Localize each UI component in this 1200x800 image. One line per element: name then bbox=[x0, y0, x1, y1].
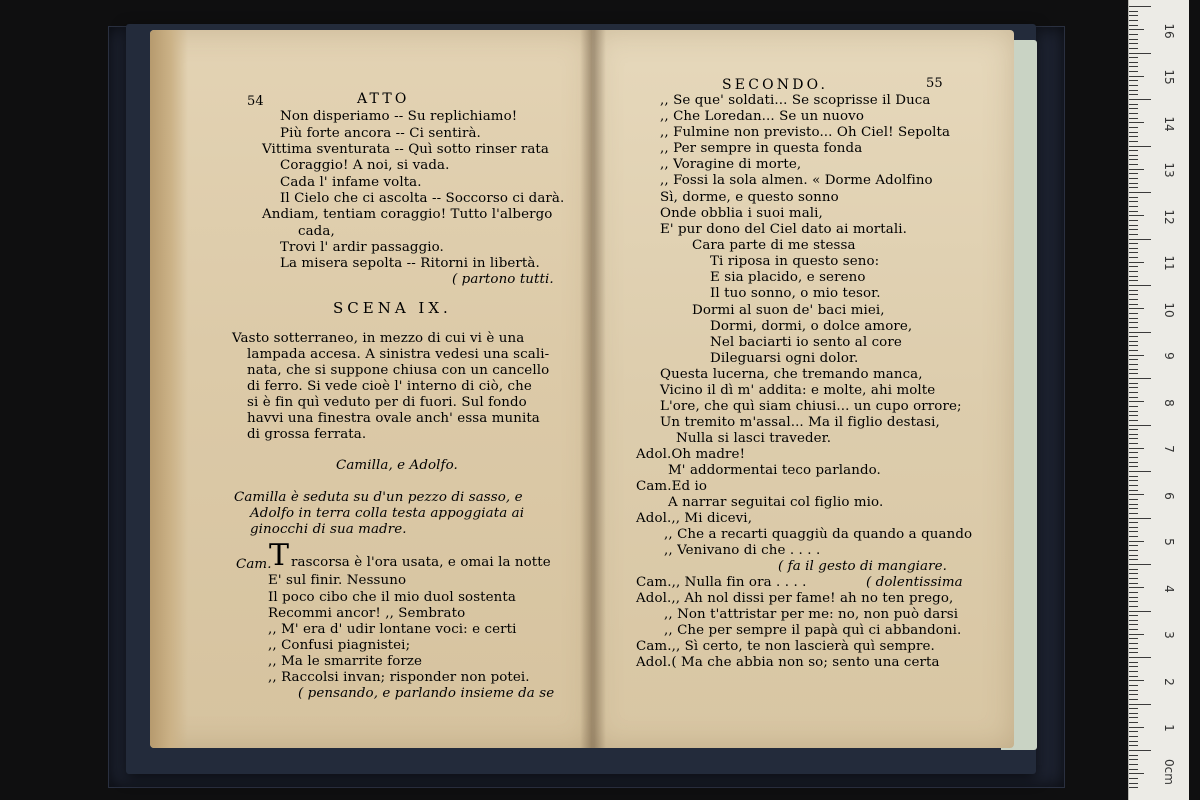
ruler-tick bbox=[1129, 545, 1138, 546]
ruler-tick bbox=[1129, 471, 1151, 472]
ruler-tick bbox=[1129, 448, 1144, 449]
ruler-tick bbox=[1129, 676, 1138, 677]
ruler-tick bbox=[1129, 741, 1138, 742]
ruler-label: 7 bbox=[1162, 445, 1176, 453]
verse-line: Il Cielo che ci ascolta -- Soccorso ci darà. bbox=[280, 191, 565, 206]
ruler-tick bbox=[1129, 541, 1144, 542]
ruler-tick bbox=[1129, 620, 1138, 621]
prose-line: nata, che si suppone chiusa con un cancello bbox=[247, 363, 550, 378]
verse-line: ,, Se que' soldati... Se scoprisse il Duca bbox=[660, 93, 931, 108]
ruler-tick bbox=[1129, 569, 1138, 570]
verse-line: Sì, dorme, e questo sonno bbox=[660, 190, 839, 205]
ruler-tick bbox=[1129, 327, 1138, 328]
ruler-tick bbox=[1129, 425, 1151, 426]
dialogue-line: Cam.,, Nulla fin ora . . . . bbox=[636, 575, 807, 590]
ruler-tick bbox=[1129, 420, 1138, 421]
ruler-tick bbox=[1129, 397, 1138, 398]
ruler-tick bbox=[1129, 564, 1151, 565]
prose-line: havvi una finestra ovale anch' essa munita bbox=[247, 411, 540, 426]
aria-line: Cara parte di me stessa bbox=[692, 238, 856, 253]
ruler-tick bbox=[1129, 583, 1138, 584]
dialogue-line: Cam.,, Sì certo, te non lascierà quì sempre. bbox=[636, 639, 935, 654]
page-number: 55 bbox=[926, 76, 943, 91]
ruler-tick bbox=[1129, 717, 1138, 718]
verse-line: ,, Che a recarti quaggiù da quando a quando bbox=[664, 527, 973, 542]
ruler-tick bbox=[1129, 466, 1138, 467]
ruler-tick bbox=[1129, 155, 1138, 156]
ruler-tick bbox=[1129, 452, 1138, 453]
ruler-tick bbox=[1129, 787, 1138, 788]
ruler-tick bbox=[1129, 373, 1138, 374]
ruler-label: 2 bbox=[1162, 678, 1176, 686]
ruler-tick bbox=[1129, 699, 1138, 700]
ruler-tick bbox=[1129, 383, 1138, 384]
drop-capital: T bbox=[269, 538, 290, 573]
ruler-tick bbox=[1129, 104, 1138, 105]
ruler-tick bbox=[1129, 336, 1138, 337]
verse-line: E' sul finir. Nessuno bbox=[268, 573, 407, 588]
ruler-tick bbox=[1129, 25, 1138, 26]
verse-line: ,, Ma le smarrite forze bbox=[268, 654, 423, 669]
ruler-tick bbox=[1129, 66, 1138, 67]
ruler-tick bbox=[1129, 713, 1138, 714]
ruler-tick bbox=[1129, 438, 1138, 439]
ruler-tick bbox=[1129, 187, 1138, 188]
ruler-tick bbox=[1129, 159, 1138, 160]
ruler-tick bbox=[1129, 20, 1138, 21]
ruler-tick bbox=[1129, 99, 1151, 100]
ruler-tick bbox=[1129, 485, 1138, 486]
ruler-tick bbox=[1129, 280, 1138, 281]
ruler-tick bbox=[1129, 745, 1138, 746]
ruler-tick bbox=[1129, 490, 1138, 491]
ruler-tick bbox=[1129, 527, 1138, 528]
verse-line: Recommi ancor! ,, Sembrato bbox=[268, 606, 466, 621]
ruler-tick bbox=[1129, 685, 1138, 686]
ruler-tick bbox=[1129, 355, 1144, 356]
ruler-tick bbox=[1129, 364, 1138, 365]
verse-line: ,, Confusi piagnistei; bbox=[268, 638, 411, 653]
verse-line: Il poco cibo che il mio duol sostenta bbox=[268, 590, 516, 605]
ruler-tick bbox=[1129, 550, 1138, 551]
prose-line: di grossa ferrata. bbox=[247, 427, 367, 442]
ruler-tick bbox=[1129, 132, 1138, 133]
ruler-tick bbox=[1129, 643, 1138, 644]
ruler-tick bbox=[1129, 443, 1138, 444]
ruler-tick bbox=[1129, 736, 1138, 737]
ruler-tick bbox=[1129, 508, 1138, 509]
ruler-tick bbox=[1129, 708, 1138, 709]
ruler-tick bbox=[1129, 359, 1138, 360]
ruler-tick bbox=[1129, 476, 1138, 477]
ruler-tick bbox=[1129, 652, 1138, 653]
ruler-tick bbox=[1129, 332, 1151, 333]
ruler-label: 8 bbox=[1162, 399, 1176, 407]
ruler-tick bbox=[1129, 285, 1151, 286]
ruler-tick bbox=[1129, 313, 1138, 314]
dialogue-line: Adol.,, Ah nol dissi per fame! ah no ten prego, bbox=[636, 591, 954, 606]
stage-direction: Adolfo in terra colla testa appoggiata ai bbox=[250, 506, 525, 521]
ruler-tick bbox=[1129, 559, 1138, 560]
verse-line: ,, Fulmine non previsto... Oh Ciel! Sepolta bbox=[660, 125, 951, 140]
ruler-tick bbox=[1129, 597, 1138, 598]
verse-line: A narrar seguitai col figlio mio. bbox=[668, 495, 884, 510]
ruler-tick bbox=[1129, 759, 1138, 760]
stage-direction: ( partono tutti. bbox=[452, 272, 554, 287]
ruler-label: 4 bbox=[1162, 585, 1176, 593]
ruler-tick bbox=[1129, 308, 1144, 309]
ruler-tick bbox=[1129, 369, 1138, 370]
ruler-label: 15 bbox=[1162, 69, 1176, 85]
ruler-tick bbox=[1129, 113, 1138, 114]
ruler-tick bbox=[1129, 480, 1138, 481]
ruler-tick bbox=[1129, 778, 1138, 779]
ruler-tick bbox=[1129, 290, 1138, 291]
ruler-tick bbox=[1129, 178, 1138, 179]
ruler-tick bbox=[1129, 592, 1138, 593]
verse-line: Più forte ancora -- Ci sentirà. bbox=[280, 126, 481, 141]
ruler-tick bbox=[1129, 108, 1138, 109]
ruler-tick bbox=[1129, 266, 1138, 267]
ruler-tick bbox=[1129, 755, 1138, 756]
ruler-tick bbox=[1129, 229, 1138, 230]
dialogue-line: Adol.( Ma che abbia non so; sento una certa bbox=[636, 655, 940, 670]
ruler-tick bbox=[1129, 531, 1138, 532]
ruler-tick bbox=[1129, 773, 1144, 774]
ruler-tick bbox=[1129, 276, 1138, 277]
ruler-tick bbox=[1129, 173, 1138, 174]
ruler-tick bbox=[1129, 499, 1138, 500]
ruler-tick bbox=[1129, 141, 1138, 142]
ruler-tick bbox=[1129, 666, 1138, 667]
verse-line: ,, M' era d' udir lontane voci: e certi bbox=[268, 622, 517, 637]
prose-line: Vasto sotterraneo, in mezzo di cui vi è una bbox=[232, 331, 525, 346]
verse-line: ,, Voragine di morte, bbox=[660, 157, 802, 172]
ruler-tick bbox=[1129, 494, 1144, 495]
verse-line: ,, Per sempre in questa fonda bbox=[660, 141, 863, 156]
ruler-tick bbox=[1129, 624, 1138, 625]
ruler-label: 0cm bbox=[1162, 759, 1176, 785]
ruler-tick bbox=[1129, 401, 1144, 402]
ruler-tick bbox=[1129, 578, 1138, 579]
ruler-tick bbox=[1129, 43, 1138, 44]
verse-line: M' addormentai teco parlando. bbox=[668, 463, 881, 478]
ruler-tick bbox=[1129, 411, 1138, 412]
ruler-tick bbox=[1129, 522, 1138, 523]
ruler-tick bbox=[1129, 29, 1144, 30]
ruler-tick bbox=[1129, 197, 1138, 198]
ruler-label: 11 bbox=[1162, 255, 1176, 271]
stage-direction: ( fa il gesto di mangiare. bbox=[778, 559, 948, 574]
ruler-tick bbox=[1129, 304, 1138, 305]
verse-line: Onde obblia i suoi mali, bbox=[660, 206, 823, 221]
ruler-tick bbox=[1129, 220, 1138, 221]
ruler-tick bbox=[1129, 387, 1138, 388]
aria-line: Dormi al suon de' baci miei, bbox=[692, 303, 885, 318]
verse-line: Vicino il dì m' addita: e molte, ahi molte bbox=[660, 383, 936, 398]
ruler-tick bbox=[1129, 48, 1138, 49]
ruler-tick bbox=[1129, 206, 1138, 207]
ruler-tick bbox=[1129, 587, 1144, 588]
ruler-tick bbox=[1129, 94, 1138, 95]
ruler-tick bbox=[1129, 322, 1138, 323]
stage-direction: ( pensando, e parlando insieme da se bbox=[298, 686, 555, 701]
prose-line: di ferro. Si vede cioè l' interno di ciò, che bbox=[247, 379, 532, 394]
ruler-tick bbox=[1129, 657, 1151, 658]
aria-line: Nel baciarti io sento al core bbox=[710, 335, 902, 350]
ruler-tick bbox=[1129, 252, 1138, 253]
ruler-tick bbox=[1129, 350, 1138, 351]
verse-line: ,, Raccolsi invan; risponder non potei. bbox=[268, 670, 530, 685]
ruler-tick bbox=[1129, 127, 1138, 128]
ruler-tick bbox=[1129, 769, 1138, 770]
ruler-tick bbox=[1129, 136, 1138, 137]
stage-direction: ( dolentissima bbox=[866, 575, 963, 590]
ruler-tick bbox=[1129, 392, 1138, 393]
ruler-tick bbox=[1129, 634, 1144, 635]
ruler-tick bbox=[1129, 239, 1151, 240]
verse-line: ,, Non t'attristar per me: no, non può darsi bbox=[664, 607, 959, 622]
ruler-tick bbox=[1129, 611, 1151, 612]
ruler-tick bbox=[1129, 606, 1138, 607]
verse-line: E' pur dono del Ciel dato ai mortali. bbox=[660, 222, 907, 237]
ruler-tick bbox=[1129, 262, 1144, 263]
ruler-tick bbox=[1129, 299, 1138, 300]
character-list: Camilla, e Adolfo. bbox=[336, 458, 458, 473]
ruler-tick bbox=[1129, 727, 1144, 728]
ruler-tick bbox=[1129, 271, 1138, 272]
ruler-tick bbox=[1129, 39, 1138, 40]
ruler-tick bbox=[1129, 555, 1138, 556]
ruler-tick bbox=[1129, 690, 1138, 691]
ruler-tick bbox=[1129, 183, 1138, 184]
ruler-tick bbox=[1129, 80, 1138, 81]
ruler-tick bbox=[1129, 6, 1151, 7]
dialogue-line: Adol.,, Mi dicevi, bbox=[636, 511, 753, 526]
verse-line: cada, bbox=[298, 224, 335, 239]
ruler-label: 10 bbox=[1162, 302, 1176, 318]
ruler-label: 13 bbox=[1162, 162, 1176, 178]
verse-line: Nulla si lasci traveder. bbox=[676, 431, 832, 446]
verse-line: Trovi l' ardir passaggio. bbox=[280, 240, 444, 255]
verse-line: Andiam, tentiam coraggio! Tutto l'albergo bbox=[262, 207, 553, 222]
ruler-tick bbox=[1129, 294, 1138, 295]
ruler-tick bbox=[1129, 11, 1138, 12]
ruler-tick bbox=[1129, 62, 1138, 63]
ruler-tick bbox=[1129, 211, 1138, 212]
measurement-ruler bbox=[1128, 0, 1189, 800]
ruler-tick bbox=[1129, 750, 1151, 751]
verse-line: Vittima sventurata -- Quì sotto rinser rata bbox=[262, 142, 549, 157]
ruler-tick bbox=[1129, 118, 1138, 119]
verse-line: Non disperiamo -- Su replichiamo! bbox=[280, 109, 518, 124]
ruler-tick bbox=[1129, 71, 1138, 72]
ruler-tick bbox=[1129, 122, 1144, 123]
ruler-tick bbox=[1129, 318, 1138, 319]
ruler-label: 16 bbox=[1162, 23, 1176, 39]
ruler-tick bbox=[1129, 225, 1138, 226]
ruler-tick bbox=[1129, 169, 1144, 170]
ruler-tick bbox=[1129, 429, 1138, 430]
verse-line: ,, Fossi la sola almen. « Dorme Adolfino bbox=[660, 173, 933, 188]
verse-line: rascorsa è l'ora usata, e omai la notte bbox=[291, 555, 551, 570]
dialogue-line: Cam.Ed io bbox=[636, 479, 708, 494]
ruler-tick bbox=[1129, 783, 1138, 784]
ruler-tick bbox=[1129, 57, 1138, 58]
prose-line: lampada accesa. A sinistra vedesi una scali- bbox=[247, 347, 550, 362]
ruler-tick bbox=[1129, 662, 1138, 663]
verse-line: Coraggio! A noi, si vada. bbox=[280, 158, 450, 173]
ruler-tick bbox=[1129, 518, 1151, 519]
ruler-tick bbox=[1129, 150, 1138, 151]
ruler-tick bbox=[1129, 704, 1151, 705]
aria-line: Ti riposa in questo seno: bbox=[710, 254, 880, 269]
prose-line: si è fin quì veduto per di fuori. Sul fondo bbox=[247, 395, 527, 410]
aria-line: Il tuo sonno, o mio tesor. bbox=[710, 286, 881, 301]
ruler-tick bbox=[1129, 243, 1138, 244]
stage-direction: Camilla è seduta su d'un pezzo di sasso, e bbox=[234, 490, 523, 505]
ruler-tick bbox=[1129, 504, 1138, 505]
ruler-tick bbox=[1129, 146, 1151, 147]
ruler-tick bbox=[1129, 378, 1151, 379]
ruler-label: 3 bbox=[1162, 631, 1176, 639]
ruler-tick bbox=[1129, 415, 1138, 416]
verse-line: Un tremito m'assal... Ma il figlio destasi, bbox=[660, 415, 940, 430]
page-number: 54 bbox=[247, 94, 264, 109]
ruler-tick bbox=[1129, 164, 1138, 165]
scene-heading: SCENA IX. bbox=[333, 299, 452, 317]
verse-line: ,, Venivano di che . . . . bbox=[664, 543, 821, 558]
ruler-tick bbox=[1129, 434, 1138, 435]
ruler-tick bbox=[1129, 53, 1151, 54]
ruler-tick bbox=[1129, 648, 1138, 649]
speaker-label: Cam. bbox=[236, 557, 272, 572]
ruler-tick bbox=[1129, 345, 1138, 346]
ruler-label: 6 bbox=[1162, 492, 1176, 500]
ruler-label: 14 bbox=[1162, 116, 1176, 132]
ruler-tick bbox=[1129, 671, 1138, 672]
aria-line: Dileguarsi ogni dolor. bbox=[710, 351, 859, 366]
ruler-tick bbox=[1129, 680, 1144, 681]
ruler-tick bbox=[1129, 215, 1144, 216]
ruler-tick bbox=[1129, 15, 1138, 16]
ruler-tick bbox=[1129, 722, 1138, 723]
ruler-tick bbox=[1129, 638, 1138, 639]
running-head: SECONDO. bbox=[722, 77, 829, 93]
ruler-tick bbox=[1129, 601, 1138, 602]
ruler-tick bbox=[1129, 248, 1138, 249]
ruler-tick bbox=[1129, 85, 1138, 86]
ruler-tick bbox=[1129, 257, 1138, 258]
ruler-label: 1 bbox=[1162, 724, 1176, 732]
ruler-tick bbox=[1129, 694, 1138, 695]
ruler-tick bbox=[1129, 201, 1138, 202]
ruler-label: 12 bbox=[1162, 209, 1176, 225]
verse-line: Questa lucerna, che tremando manca, bbox=[660, 367, 923, 382]
ruler-tick bbox=[1129, 76, 1144, 77]
ruler-tick bbox=[1129, 731, 1138, 732]
aria-line: Dormi, dormi, o dolce amore, bbox=[710, 319, 913, 334]
ruler-label: 5 bbox=[1162, 538, 1176, 546]
ruler-tick bbox=[1129, 764, 1138, 765]
ruler-label: 9 bbox=[1162, 352, 1176, 360]
ruler-tick bbox=[1129, 34, 1138, 35]
verse-line: L'ore, che quì siam chiusi... un cupo orrore; bbox=[660, 399, 962, 414]
ruler-tick bbox=[1129, 234, 1138, 235]
aria-line: E sia placido, e sereno bbox=[710, 270, 866, 285]
running-head: ATTO bbox=[357, 91, 410, 107]
ruler-tick bbox=[1129, 615, 1138, 616]
verse-line: ,, Che Loredan... Se un nuovo bbox=[660, 109, 865, 124]
verse-line: ,, Che per sempre il papà quì ci abbandoni. bbox=[664, 623, 962, 638]
ruler-tick bbox=[1129, 513, 1138, 514]
ruler-tick bbox=[1129, 573, 1138, 574]
verse-line: Cada l' infame volta. bbox=[280, 175, 422, 190]
ruler-tick bbox=[1129, 192, 1151, 193]
ruler-tick bbox=[1129, 462, 1138, 463]
stage-direction: ginocchi di sua madre. bbox=[250, 522, 407, 537]
ruler-tick bbox=[1129, 536, 1138, 537]
ruler-tick bbox=[1129, 457, 1138, 458]
ruler-tick bbox=[1129, 629, 1138, 630]
ruler-tick bbox=[1129, 341, 1138, 342]
ruler-tick bbox=[1129, 90, 1138, 91]
ruler-tick bbox=[1129, 406, 1138, 407]
dialogue-line: Adol.Oh madre! bbox=[636, 447, 746, 462]
verse-line: La misera sepolta -- Ritorni in libertà. bbox=[280, 256, 540, 271]
